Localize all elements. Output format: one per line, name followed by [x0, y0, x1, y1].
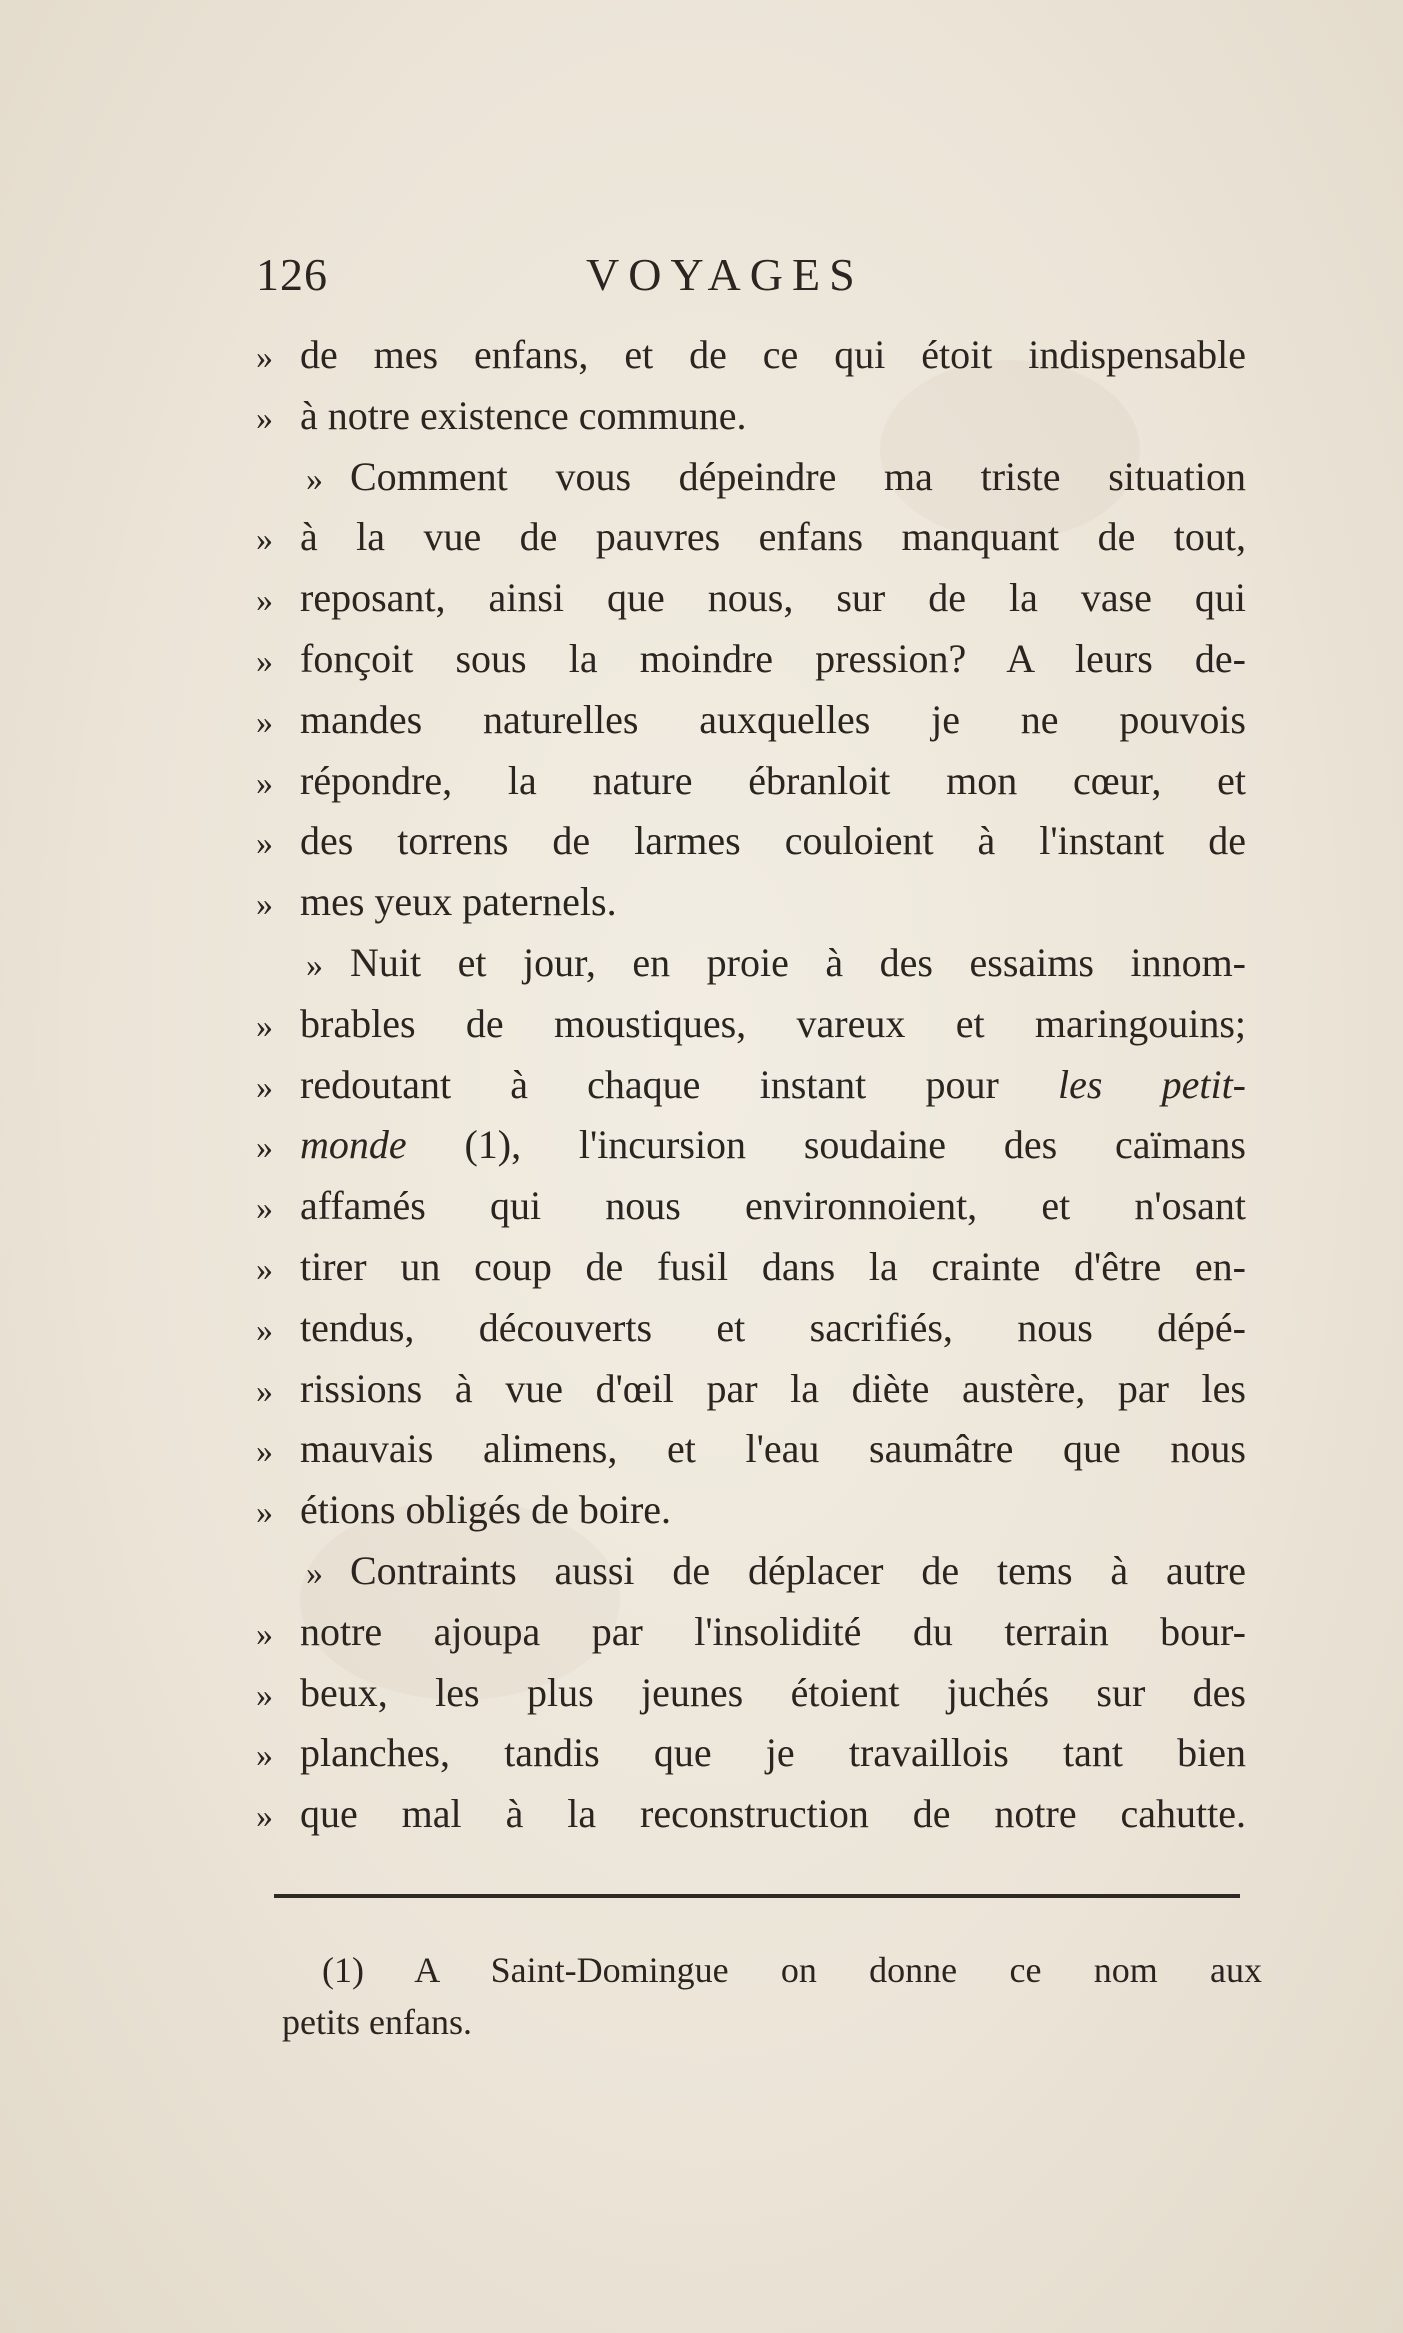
quote-mark: » — [256, 642, 273, 680]
body-text — [256, 325, 1246, 1845]
text-line: » monde (1), l'incursion soudaine des caïmans — [256, 1115, 1246, 1176]
text-line: » fonçoit sous la moindre pression? A leurs de- — [256, 629, 1246, 690]
quote-mark: » — [256, 1372, 273, 1410]
text-line: » mandes naturelles auxquelles je ne pouvois — [256, 690, 1246, 751]
quote-mark: » — [256, 399, 273, 437]
quote-mark: » — [306, 1554, 323, 1592]
quote-mark: » — [256, 1798, 273, 1836]
text-line: » tendus, découverts et sacrifiés, nous dépé- — [256, 1298, 1246, 1359]
text-line: » que mal à la reconstruction de notre cahutte. — [256, 1784, 1246, 1845]
text-line: » de mes enfans, et de ce qui étoit indispensable — [256, 325, 1246, 386]
footnote — [282, 1944, 1262, 2048]
running-title: VOYAGES — [586, 249, 864, 300]
quote-mark: » — [256, 1129, 273, 1167]
quote-mark: » — [256, 764, 273, 802]
footnote-line: (1) A Saint-Domingue on donne ce nom aux — [322, 1950, 1262, 1990]
text-line: » rissions à vue d'œil par la diète austère, par les — [256, 1359, 1246, 1420]
quote-mark: » — [256, 1676, 273, 1714]
quote-mark: » — [256, 1068, 273, 1106]
quote-mark: » — [256, 1494, 273, 1532]
quote-mark: » — [256, 1250, 273, 1288]
quote-mark: » — [256, 521, 273, 559]
text-line: » reposant, ainsi que nous, sur de la vase qui — [256, 568, 1246, 629]
quote-mark: » — [256, 582, 273, 620]
text-line: » étions obligés de boire. — [256, 1480, 1246, 1541]
page-number: 126 — [256, 249, 328, 300]
text-line: » tirer un coup de fusil dans la crainte d'être en- — [256, 1237, 1246, 1298]
text-line: » à la vue de pauvres enfans manquant de tout, — [256, 507, 1246, 568]
quote-mark: » — [256, 1190, 273, 1228]
quote-mark: » — [256, 703, 273, 741]
text-line: » notre ajoupa par l'insolidité du terrain bour- — [256, 1602, 1246, 1663]
text-line: » des torrens de larmes couloient à l'instant de — [256, 811, 1246, 872]
text-line: » brables de moustiques, vareux et maringouins; — [256, 994, 1246, 1055]
quote-mark: » — [256, 1615, 273, 1653]
quote-mark: » — [256, 825, 273, 863]
page-header — [256, 248, 1246, 308]
text-line: » Comment vous dépeindre ma triste situation — [256, 447, 1246, 508]
quote-mark: » — [256, 1311, 273, 1349]
text-line: » mes yeux paternels. — [256, 872, 1246, 933]
quote-mark: » — [306, 946, 323, 984]
quote-mark: » — [306, 460, 323, 498]
text-line: » beux, les plus jeunes étoient juchés sur des — [256, 1663, 1246, 1724]
italic-term: monde — [300, 1122, 407, 1168]
text-line: » à notre existence commune. — [256, 386, 1246, 447]
quote-mark: » — [256, 339, 273, 376]
text-line: » Contraints aussi de déplacer de tems à autre — [256, 1541, 1246, 1602]
quote-mark: » — [256, 1737, 273, 1775]
italic-term: les petit- — [1057, 1061, 1246, 1107]
quote-mark: » — [256, 1007, 273, 1045]
text-line: » redoutant à chaque instant pour les petit- — [256, 1055, 1246, 1116]
text-line: » répondre, la nature ébranloit mon cœur, et — [256, 751, 1246, 812]
text-line: » mauvais alimens, et l'eau saumâtre que nous — [256, 1419, 1246, 1480]
text-line: » affamés qui nous environnoient, et n'osant — [256, 1176, 1246, 1237]
quote-mark: » — [256, 1433, 273, 1471]
footnote-separator-rule — [274, 1894, 1240, 1898]
text-line: » planches, tandis que je travaillois tant bien — [256, 1723, 1246, 1784]
footnote-line: petits enfans. — [282, 2002, 472, 2042]
quote-mark: » — [256, 886, 273, 924]
text-line: » Nuit et jour, en proie à des essaims innom- — [256, 933, 1246, 994]
